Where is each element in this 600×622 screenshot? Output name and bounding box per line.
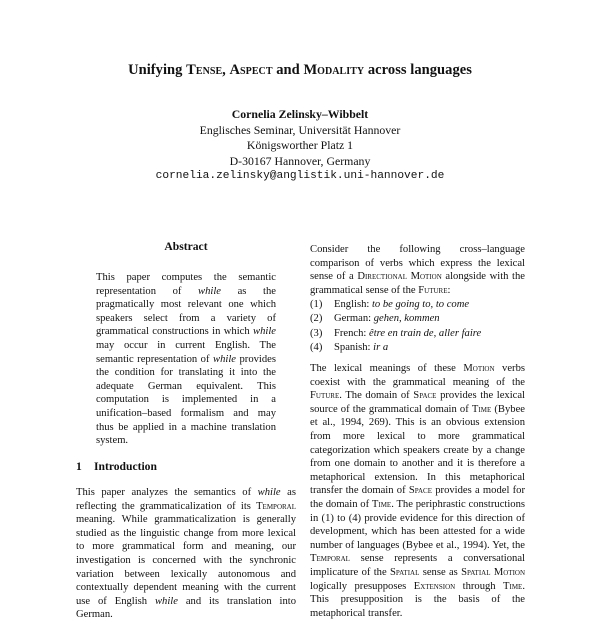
author-email[interactable]: cornelia.zelinsky@anglistik.uni-hannover.de xyxy=(155,170,445,183)
title-modality: Modality xyxy=(303,62,365,78)
section-heading-introduction: 1 Introduction xyxy=(76,460,157,473)
example-item: (1) English: to be going to, to come xyxy=(310,299,470,310)
abstract-text: This paper computes the semantic representation of while as the pragmatically most relevant one which speakers select from a variety of grammatical constructions in which while may occur in current English. The semantic representation of while provides the condition for translating it into the adequate German equivalent. This computation is implemented in a unification–based formalism and may thus be applied in a machine translation system. xyxy=(96,272,276,447)
paper-title: Unifying Tense, Aspect and Modality across languages xyxy=(128,62,472,78)
example-item: (4) Spanish: ir a xyxy=(310,342,389,354)
title-aspect: Aspect xyxy=(229,62,273,78)
author-city: D-30167 Hannover, Germany xyxy=(229,153,371,168)
author-name: Cornelia Zelinsky–Wibbelt xyxy=(231,107,369,121)
comparison-intro-text: Consider the following cross–language comparison of verbs which express the lexical sense of a Directional Motion alongside with the grammatical sense of the Future: xyxy=(310,244,526,296)
introduction-text: This paper analyzes the semantics of while as reflecting the grammaticalization of its Temporal meaning. While grammaticalization is generally studied as the linguistic change from more lexical to more grammatical form and meaning, our investigation is concerned with the synchronic variation between lexically autonomous and contextually dependent meaning with the current use of English while and its translation into German. xyxy=(76,487,296,621)
author-affiliation: Englisches Seminar, Universität Hannover xyxy=(199,122,401,137)
motion-verbs-paragraph: The lexical meanings of these Motion verbs coexist with the grammatical meaning of the Future. The domain of Space provides the lexical source of the grammatical domain of Time (Bybee et al., 1994, 269). This is an obvious extension from more lexical to more grammatical categorization which speakers create by a change from one domain to another and it is therefore a metaphorical extension. In this metaphorical transfer the domain of Space provides a model for the domain of Time. The periphrastic constructions in (1) to (4) provide evidence for this direction of development, which has been attested for a wide number of languages (Bybee et al., 1994). Yet, the Temporal sense represents a conversational implicature of the Spatial sense as Spatial Motion logically presupposes Extension through Time. This presupposition is the basis of the metaphorical transfer. xyxy=(310,363,526,619)
example-item: (3) French: être en train de, aller faire xyxy=(310,327,482,339)
example-item: (2) German: gehen, kommen xyxy=(310,313,440,325)
author-block xyxy=(0,107,600,185)
example-list xyxy=(310,298,525,356)
author-street: Königsworther Platz 1 xyxy=(246,138,354,153)
title-tense: Tense xyxy=(186,62,223,78)
abstract-heading: Abstract xyxy=(164,240,208,253)
